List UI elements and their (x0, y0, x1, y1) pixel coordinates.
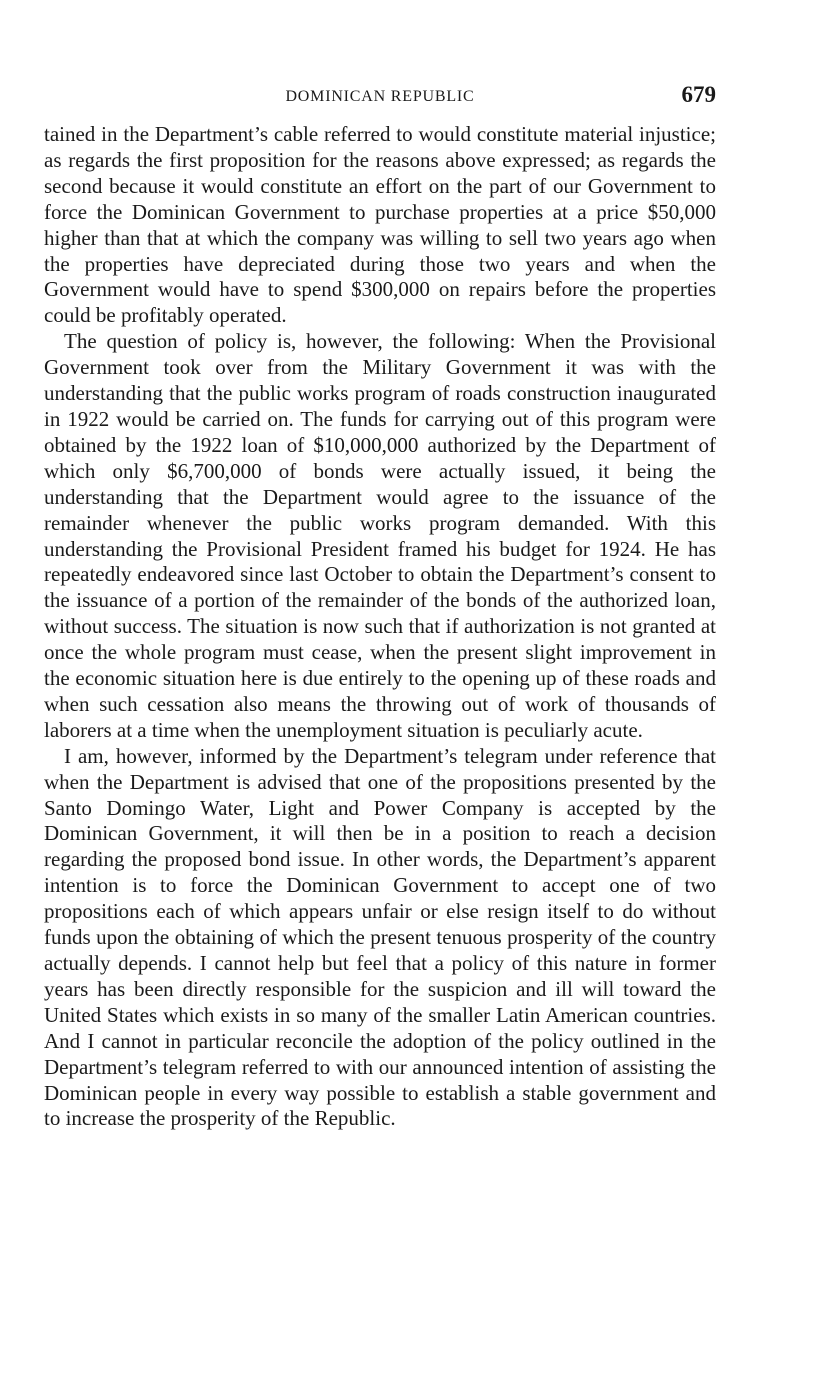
page-number: 679 (681, 82, 716, 107)
paragraph-department-telegram: I am, however, informed by the Department’s telegram under reference that when the Department is advised that one of the propositions presented by the Santo Domingo Water, Light and Power Company is accepted by the Dominican Government, it will then be in a position to reach a decision regarding the proposed bond issue. In other words, the Department’s apparent intention is to force the Dominican Government to accept one of two propositions each of which appears unfair or else resign itself to do without funds upon the obtaining of which the present tenuous prosperity of the country actually depends. I cannot help but feel that a policy of this nature in former years has been directly responsible for the suspicion and ill will toward the United States which exists in so many of the smaller Latin American countries. And I cannot in particular reconcile the adoption of the policy outlined in the Department’s telegram referred to with our announced intention of assisting the Dominican people in every way possible to establish a stable government and to increase the prosperity of the Republic. (44, 743, 716, 1131)
paragraph-continued: tained in the Department’s cable referred to would constitute material injustice; as regards the first proposition for the reasons above expressed; as regards the second because it would constitute an effort on the part of our Government to force the Dominican Government to purchase properties at a price $50,000 higher than that at which the company was willing to sell two years ago when the properties have depreciated during those two years and when the Government would have to spend $300,000 on repairs before the properties could be profitably operated. (44, 122, 716, 328)
body-text (44, 122, 716, 1132)
paragraph-policy-question: The question of policy is, however, the following: When the Provisional Government took over from the Military Government it was with the understanding that the public works program of roads construction inaugurated in 1922 would be carried on. The funds for carrying out of this program were obtained by the 1922 loan of $10,000,000 authorized by the Department of which only $6,700,000 of bonds were actually issued, it being the understanding that the Department would agree to the issuance of the remainder whenever the public works program demanded. With this understanding the Provisional President framed his budget for 1924. He has repeatedly endeavored since last October to obtain the Department’s consent to the issuance of a portion of the remainder of the bonds of the authorized loan, without success. The situation is now such that if authorization is not granted at once the whole program must cease, when the present slight improvement in the economic situation here is due entirely to the opening up of these roads and when such cessation also means the throwing out of work of thousands of laborers at a time when the unemployment situation is peculiarly acute. (44, 329, 716, 742)
running-head (44, 78, 716, 120)
document-page (44, 78, 716, 1132)
running-title: DOMINICAN REPUBLIC (285, 88, 475, 105)
